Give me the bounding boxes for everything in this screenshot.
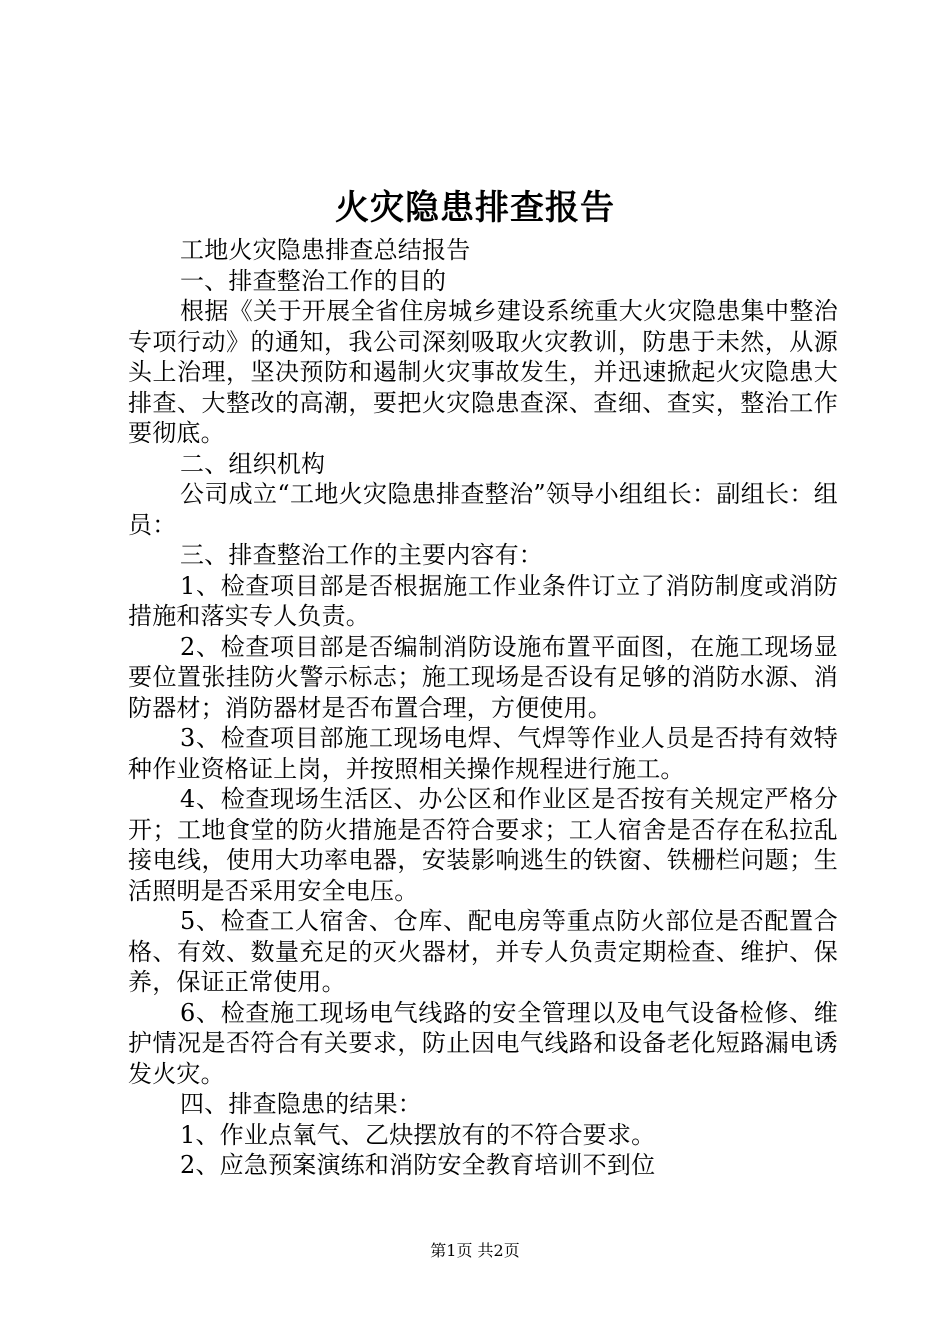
document-title: 火灾隐患排查报告: [335, 188, 615, 228]
paragraph-result-1: 1、作业点氧气、乙炔摆放有的不符合要求。: [180, 1120, 656, 1149]
section-heading-organization: 二、组织机构: [180, 449, 326, 478]
section-heading-content: 三、排查整治工作的主要内容有：: [180, 541, 543, 569]
paragraph-organization: 公司成立“工地火灾隐患排查整治”领导小组组长：副组长：组员：: [128, 480, 838, 539]
paragraph-item-6: 6、检查施工现场电气线路的安全管理以及电气设备检修、维护情况是否符合有关要求，防止因电气线路和设备老化短路漏电诱发火灾。: [128, 998, 838, 1088]
paragraph-item-4: 4、检查现场生活区、办公区和作业区是否按有关规定严格分开；工地食堂的防火措施是否符合要求；工人宿舍是否存在私拉乱接电线，使用大功率电器，安装影响逃生的铁窗、铁栅栏问题；生活照明是否采用安全电压。: [128, 785, 838, 905]
paragraph-item-3: 3、检查项目部施工现场电焊、气焊等作业人员是否持有效特种作业资格证上岗，并按照相关操作规程进行施工。: [128, 724, 838, 783]
paragraph-item-2: 2、检查项目部是否编制消防设施布置平面图，在施工现场显要位置张挂防火警示标志；施工现场是否设有足够的消防水源、消防器材；消防器材是否布置合理，方便使用。: [128, 632, 838, 722]
paragraph-item-5: 5、检查工人宿舍、仓库、配电房等重点防火部位是否配置合格、有效、数量充足的灭火器材，并专人负责定期检查、维护、保养，保证正常使用。: [128, 907, 838, 996]
document-body: [128, 235, 838, 1181]
paragraph-subtitle: 工地火灾隐患排查总结报告: [180, 236, 471, 264]
page-footer: 第1页 共2页: [430, 1241, 520, 1260]
paragraph-purpose: 根据《关于开展全省住房城乡建设系统重大火灾隐患集中整治专项行动》的通知，我公司深刻吸取火灾教训，防患于未然，从源头上治理，坚决预防和遏制火灾事故发生，并迅速掀起火灾隐患大排查、大整改的高潮，要把火灾隐患查深、查细、查实，整治工作要彻底。: [128, 297, 838, 447]
section-heading-results: 四、排查隐患的结果：: [180, 1090, 422, 1118]
paragraph-result-2: 2、应急预案演练和消防安全教育培训不到位: [180, 1151, 656, 1179]
section-heading-purpose: 一、排查整治工作的目的: [180, 266, 447, 295]
paragraph-item-1: 1、检查项目部是否根据施工作业条件订立了消防制度或消防措施和落实专人负责。: [128, 571, 838, 630]
